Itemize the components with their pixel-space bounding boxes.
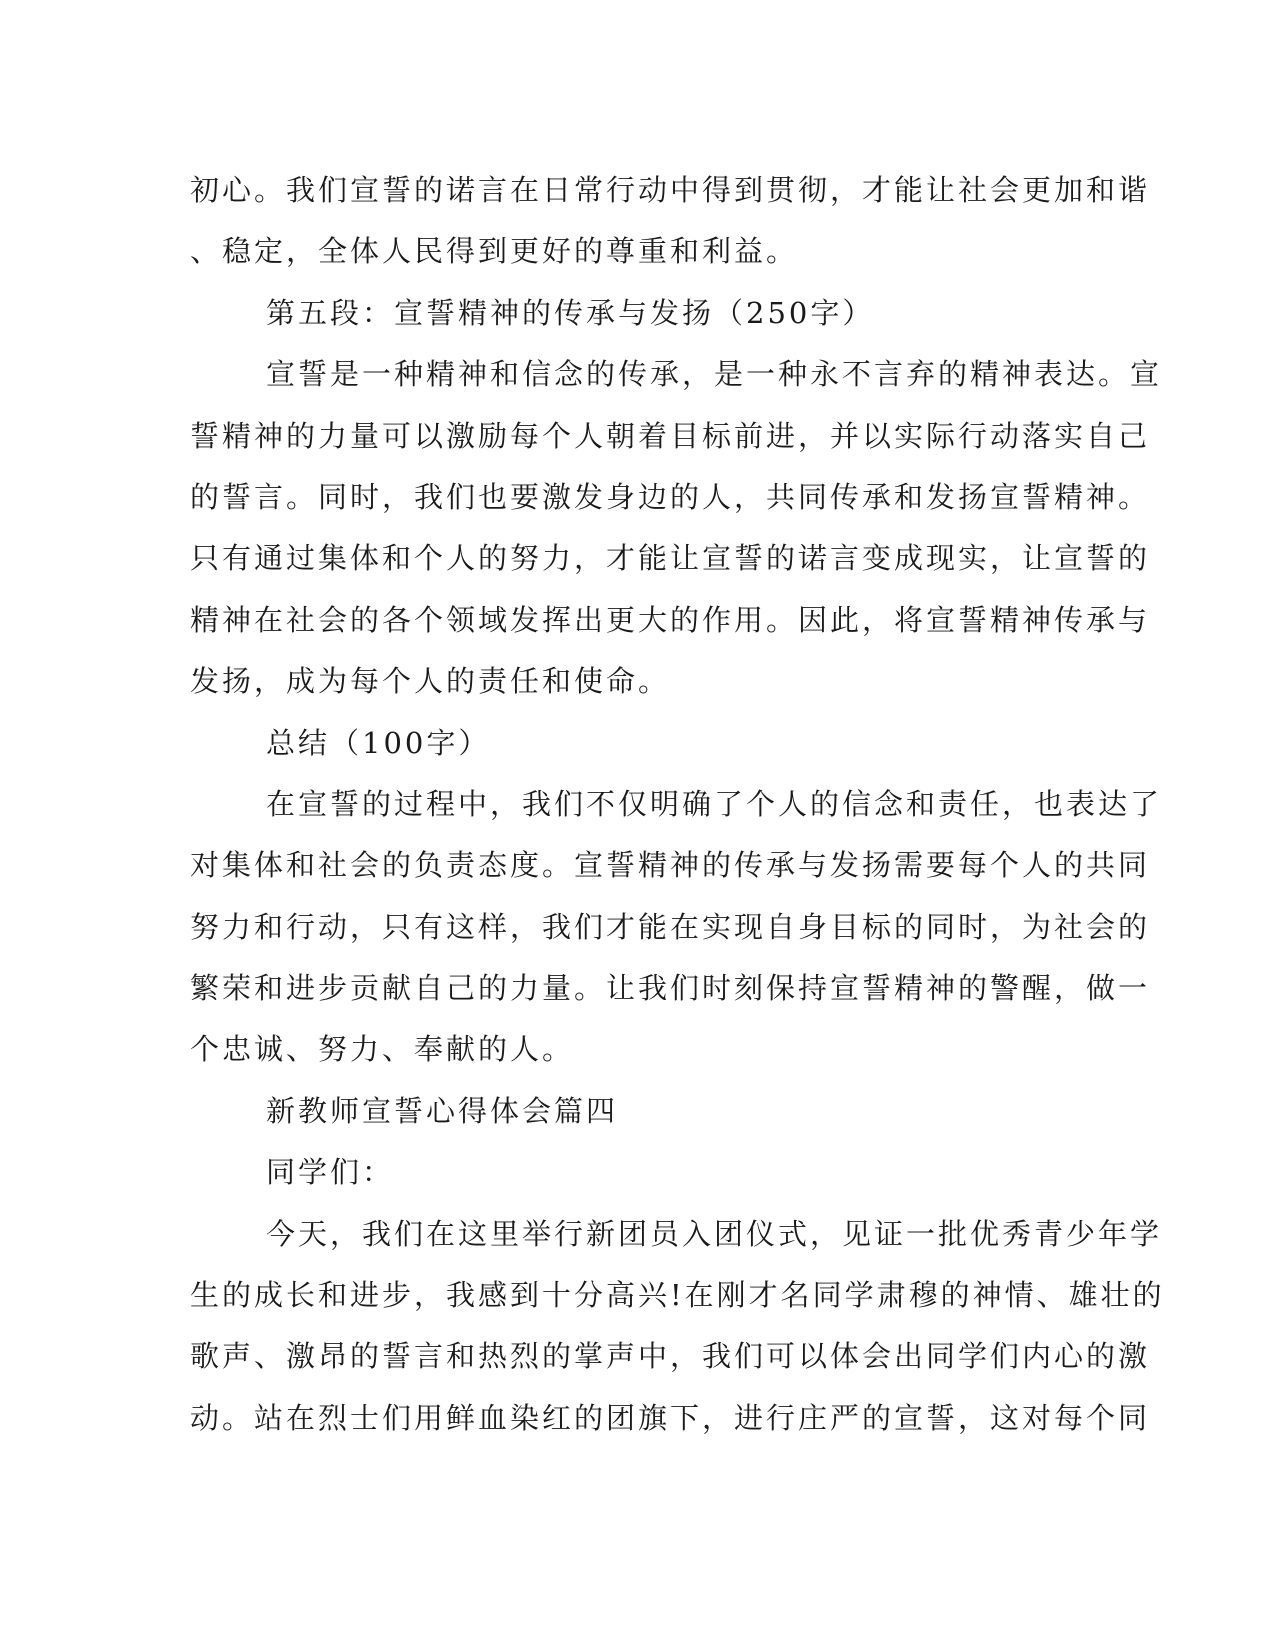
section-heading: 总结（100字） xyxy=(266,725,491,760)
text-line: 动。站在烈士们用鲜血染红的团旗下，进行庄严的宣誓，这对每个同 xyxy=(190,1400,1151,1435)
text-line: 誓精神的力量可以激励每个人朝着目标前进，并以实际行动落实自己 xyxy=(190,418,1151,453)
text-line: 宣誓是一种精神和信念的传承，是一种永不言弃的精神表达。宣 xyxy=(266,357,1163,392)
section-heading: 新教师宣誓心得体会篇四 xyxy=(266,1093,619,1128)
text-line: 今天，我们在这里举行新团员入团仪式，见证一批优秀青少年学 xyxy=(266,1216,1163,1251)
text-line: 的誓言。同时，我们也要激发身边的人，共同传承和发扬宣誓精神。 xyxy=(190,479,1151,514)
text-line: 、稳定，全体人民得到更好的尊重和利益。 xyxy=(190,234,799,269)
text-line: 个忠诚、努力、奉献的人。 xyxy=(190,1032,575,1067)
salutation: 同学们： xyxy=(266,1155,395,1190)
text-line: 繁荣和进步贡献自己的力量。让我们时刻保持宣誓精神的警醒，做一 xyxy=(190,971,1151,1006)
section-heading: 第五段：宣誓精神的传承与发扬（250字） xyxy=(266,295,875,330)
document-body xyxy=(190,160,1165,1449)
text-line: 发扬，成为每个人的责任和使命。 xyxy=(190,664,671,699)
text-line: 在宣誓的过程中，我们不仅明确了个人的信念和责任，也表达了 xyxy=(266,786,1163,821)
text-line: 对集体和社会的负责态度。宣誓精神的传承与发扬需要每个人的共同 xyxy=(190,848,1151,883)
text-line: 精神在社会的各个领域发挥出更大的作用。因此，将宣誓精神传承与 xyxy=(190,602,1151,637)
text-line: 只有通过集体和个人的努力，才能让宣誓的诺言变成现实，让宣誓的 xyxy=(190,541,1151,576)
text-line: 生的成长和进步，我感到十分高兴!在刚才名同学肃穆的神情、雄壮的 xyxy=(190,1278,1165,1313)
text-line: 初心。我们宣誓的诺言在日常行动中得到贯彻，才能让社会更加和谐 xyxy=(190,173,1151,207)
text-line: 努力和行动，只有这样，我们才能在实现自身目标的同时，为社会的 xyxy=(190,909,1151,944)
text-line: 歌声、激昂的誓言和热烈的掌声中，我们可以体会出同学们内心的激 xyxy=(190,1339,1151,1374)
